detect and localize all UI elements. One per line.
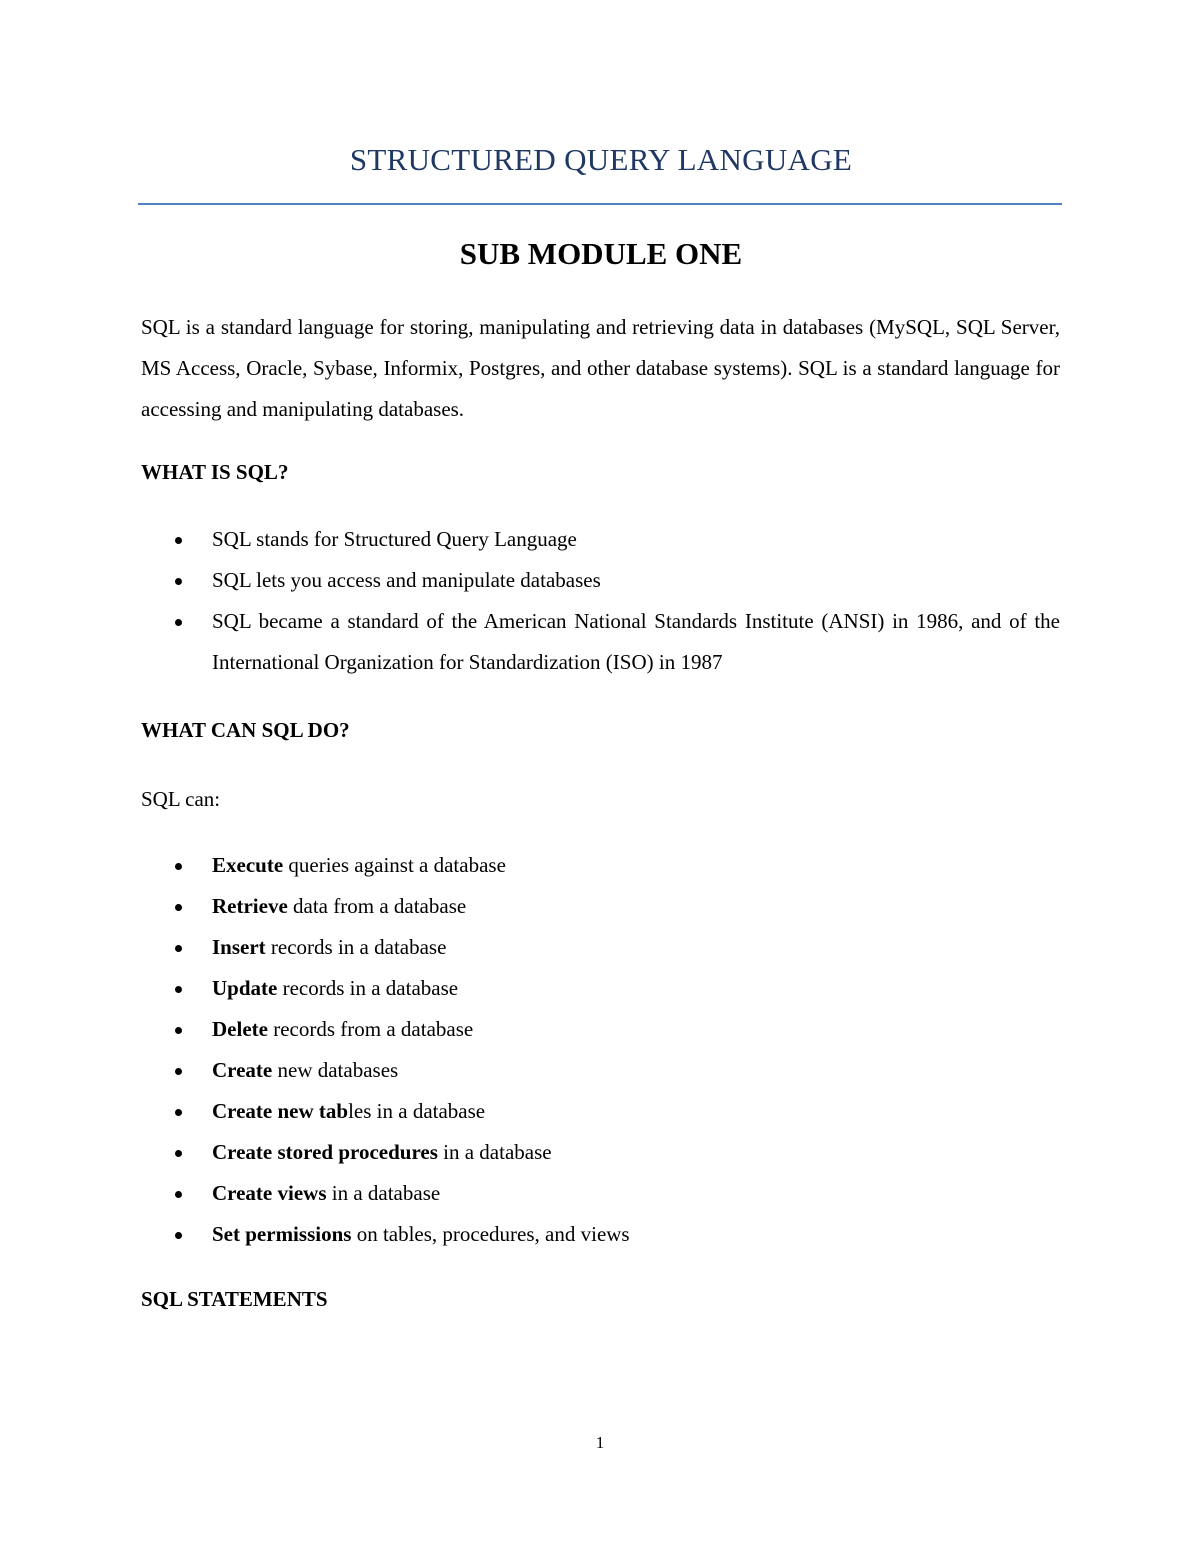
bullet-icon xyxy=(175,537,182,544)
bullet-icon xyxy=(175,1191,182,1198)
module-heading: SUB MODULE ONE xyxy=(459,236,743,271)
list-item-text: records from a database xyxy=(267,1017,474,1041)
list-item-text: in a database xyxy=(326,1181,441,1205)
list-item xyxy=(0,1214,1060,1255)
list-item xyxy=(0,845,1060,886)
list-item xyxy=(0,560,1060,601)
list-item xyxy=(0,1050,1060,1091)
list-item xyxy=(0,1132,1060,1173)
bullet-icon xyxy=(175,1150,182,1157)
document-title: STRUCTURED QUERY LANGUAGE xyxy=(349,142,853,177)
section-heading-what-is-sql: WHAT IS SQL? xyxy=(141,460,289,484)
section-heading-sql-statements: SQL STATEMENTS xyxy=(141,1287,328,1311)
list-item-keyword: Create views xyxy=(212,1181,327,1205)
list-item-text: SQL lets you access and manipulate databases xyxy=(212,568,601,592)
sql-can-lead: SQL can: xyxy=(141,787,221,811)
bullet-icon xyxy=(175,863,182,870)
bullet-icon xyxy=(175,619,182,626)
list-item-keyword: Insert xyxy=(212,935,266,959)
list-item-text: on tables, procedures, and views xyxy=(351,1222,630,1246)
bullet-icon xyxy=(175,904,182,911)
section-heading-what-can-sql-do: WHAT CAN SQL DO? xyxy=(141,718,350,742)
list-item-text: les in a database xyxy=(348,1099,486,1123)
list-item-keyword: Retrieve xyxy=(212,894,288,918)
list-item-text: SQL became a standard of the American National Standards Institute (ANSI) in 1986, and of the International Organization for Standardization (ISO) in 1987 xyxy=(212,609,1060,674)
list-item-keyword: Create stored procedures xyxy=(212,1140,438,1164)
bullet-icon xyxy=(175,1027,182,1034)
bullet-icon xyxy=(175,1109,182,1116)
bullet-icon xyxy=(175,986,182,993)
bullet-icon xyxy=(175,1068,182,1075)
list-item xyxy=(0,927,1060,968)
list-item xyxy=(0,1091,1060,1132)
list-item xyxy=(0,1173,1060,1214)
list-item-text: new databases xyxy=(272,1058,399,1082)
what-is-sql-list xyxy=(0,519,1060,683)
list-item xyxy=(0,1009,1060,1050)
list-item-keyword: Create xyxy=(212,1058,273,1082)
bullet-icon xyxy=(175,1232,182,1239)
list-item-keyword: Delete xyxy=(212,1017,268,1041)
list-item-text: SQL stands for Structured Query Language xyxy=(212,527,577,551)
list-item-text: records in a database xyxy=(277,976,459,1000)
list-item xyxy=(0,968,1060,1009)
list-item-text: queries against a database xyxy=(283,853,506,877)
what-can-sql-do-list xyxy=(0,845,1060,1255)
list-item-keyword: Execute xyxy=(212,853,284,877)
list-item-keyword: Create new tab xyxy=(212,1099,349,1123)
list-item-keyword: Set permissions xyxy=(212,1222,352,1246)
list-item xyxy=(0,519,1060,560)
bullet-icon xyxy=(175,945,182,952)
title-underline-rule xyxy=(138,203,1062,205)
list-item xyxy=(0,601,1060,683)
intro-paragraph: SQL is a standard language for storing, manipulating and retrieving data in databases (MySQL, SQL Server, MS Access, Oracle, Sybase, Informix, Postgres, and other database systems). SQL is a standard language for accessing and manipulating databases. xyxy=(141,315,1060,421)
list-item-keyword: Update xyxy=(212,976,278,1000)
list-item-text: in a database xyxy=(437,1140,552,1164)
list-item xyxy=(0,886,1060,927)
list-item-text: records in a database xyxy=(265,935,447,959)
bullet-icon xyxy=(175,578,182,585)
page-number: 1 xyxy=(595,1433,605,1452)
list-item-text: data from a database xyxy=(287,894,467,918)
